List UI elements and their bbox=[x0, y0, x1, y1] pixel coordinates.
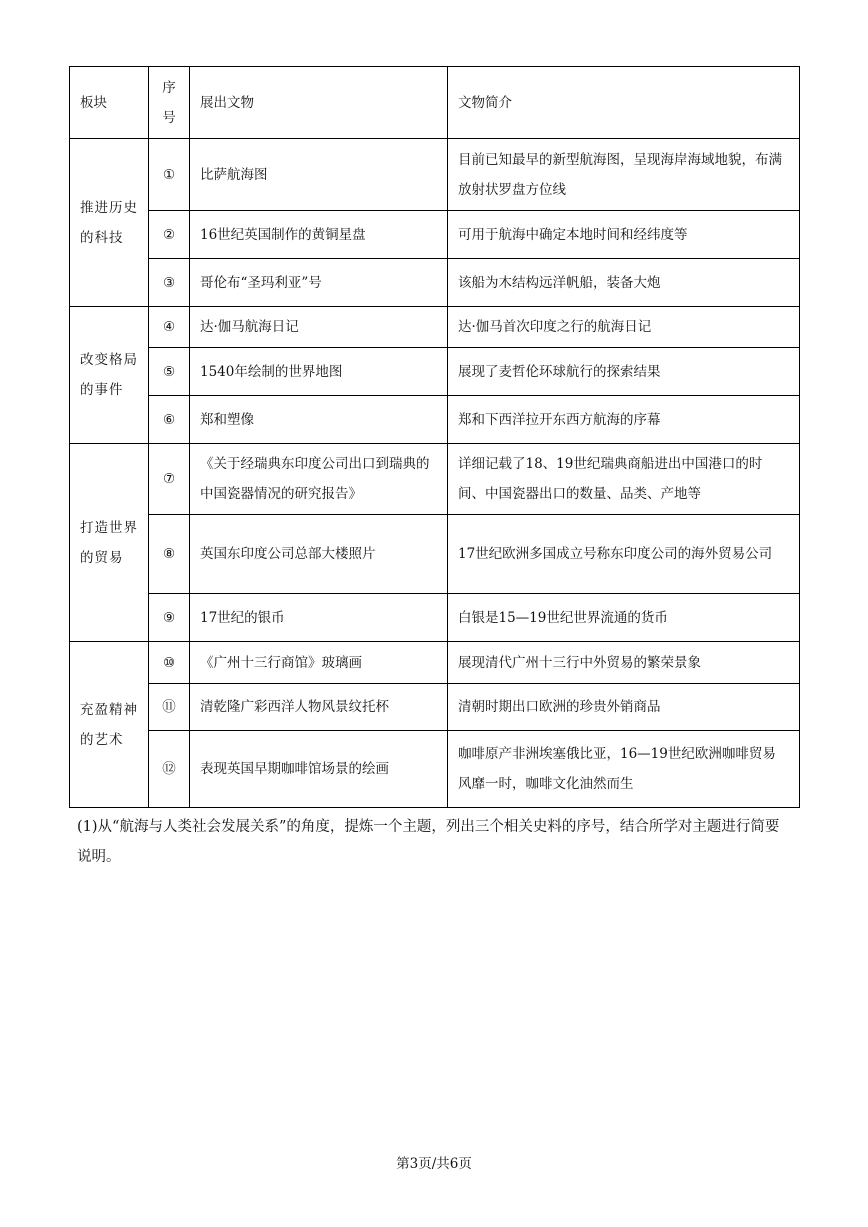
section-label: 充盈精神的艺术 bbox=[70, 642, 149, 808]
row-description: 白银是15—19世纪世界流通的货币 bbox=[448, 594, 800, 642]
row-number: ① bbox=[149, 139, 190, 211]
table-row bbox=[70, 307, 800, 348]
row-description: 达·伽马首次印度之行的航海日记 bbox=[448, 307, 800, 348]
table-row bbox=[70, 396, 800, 444]
row-item: 达·伽马航海日记 bbox=[190, 307, 448, 348]
row-number: ④ bbox=[149, 307, 190, 348]
header-number: 序号 bbox=[149, 67, 190, 139]
row-number: ⑦ bbox=[149, 444, 190, 515]
row-item: 郑和塑像 bbox=[190, 396, 448, 444]
table-row bbox=[70, 642, 800, 684]
row-item: 比萨航海图 bbox=[190, 139, 448, 211]
row-description: 展现清代广州十三行中外贸易的繁荣景象 bbox=[448, 642, 800, 684]
row-description: 该船为木结构远洋帆船，装备大炮 bbox=[448, 259, 800, 307]
row-description: 清朝时期出口欧洲的珍贵外销商品 bbox=[448, 684, 800, 731]
row-item: 《广州十三行商馆》玻璃画 bbox=[190, 642, 448, 684]
row-item: 清乾隆广彩西洋人物风景纹托杯 bbox=[190, 684, 448, 731]
row-description: 展现了麦哲伦环球航行的探索结果 bbox=[448, 348, 800, 396]
row-number: ③ bbox=[149, 259, 190, 307]
row-number: ⑧ bbox=[149, 515, 190, 594]
row-number: ⑥ bbox=[149, 396, 190, 444]
row-description: 可用于航海中确定本地时间和经纬度等 bbox=[448, 211, 800, 259]
row-item: 哥伦布“圣玛利亚”号 bbox=[190, 259, 448, 307]
row-item: 《关于经瑞典东印度公司出口到瑞典的中国瓷器情况的研究报告》 bbox=[190, 444, 448, 515]
row-item: 16世纪英国制作的黄铜星盘 bbox=[190, 211, 448, 259]
row-description: 17世纪欧洲多国成立号称东印度公司的海外贸易公司 bbox=[448, 515, 800, 594]
row-item: 表现英国早期咖啡馆场景的绘画 bbox=[190, 731, 448, 808]
row-number: ⑩ bbox=[149, 642, 190, 684]
row-description: 咖啡原产非洲埃塞俄比亚，16—19世纪欧洲咖啡贸易风靡一时，咖啡文化油然而生 bbox=[448, 731, 800, 808]
section-label: 改变格局的事件 bbox=[70, 307, 149, 444]
table-row bbox=[70, 515, 800, 594]
table-row bbox=[70, 731, 800, 808]
question-text: (1)从“航海与人类社会发展关系”的角度，提炼一个主题，列出三个相关史料的序号，结合所学对主题进行简要说明。 bbox=[77, 819, 780, 865]
row-description: 郑和下西洋拉开东西方航海的序幕 bbox=[448, 396, 800, 444]
row-item: 英国东印度公司总部大楼照片 bbox=[190, 515, 448, 594]
table-row bbox=[70, 594, 800, 642]
row-item: 17世纪的银币 bbox=[190, 594, 448, 642]
exhibit-table bbox=[69, 66, 800, 808]
row-item: 1540年绘制的世界地图 bbox=[190, 348, 448, 396]
row-description: 详细记载了18、19世纪瑞典商船进出中国港口的时间、中国瓷器出口的数量、品类、产地等 bbox=[448, 444, 800, 515]
row-number: ⑫ bbox=[149, 731, 190, 808]
table-row bbox=[70, 444, 800, 515]
row-number: ② bbox=[149, 211, 190, 259]
table-row bbox=[70, 684, 800, 731]
row-description: 目前已知最早的新型航海图，呈现海岸海域地貌，布满放射状罗盘方位线 bbox=[448, 139, 800, 211]
header-item: 展出文物 bbox=[190, 67, 448, 139]
table-row bbox=[70, 259, 800, 307]
row-number: ⑤ bbox=[149, 348, 190, 396]
header-description: 文物简介 bbox=[448, 67, 800, 139]
page-footer: 第3页/共6页 bbox=[396, 1156, 472, 1172]
table-header-row bbox=[70, 67, 800, 139]
row-number: ⑨ bbox=[149, 594, 190, 642]
header-section: 板块 bbox=[70, 67, 149, 139]
table-row bbox=[70, 211, 800, 259]
row-number: ⑪ bbox=[149, 684, 190, 731]
section-label: 打造世界的贸易 bbox=[70, 444, 149, 642]
table-row bbox=[70, 348, 800, 396]
table-row bbox=[70, 139, 800, 211]
section-label: 推进历史的科技 bbox=[70, 139, 149, 307]
